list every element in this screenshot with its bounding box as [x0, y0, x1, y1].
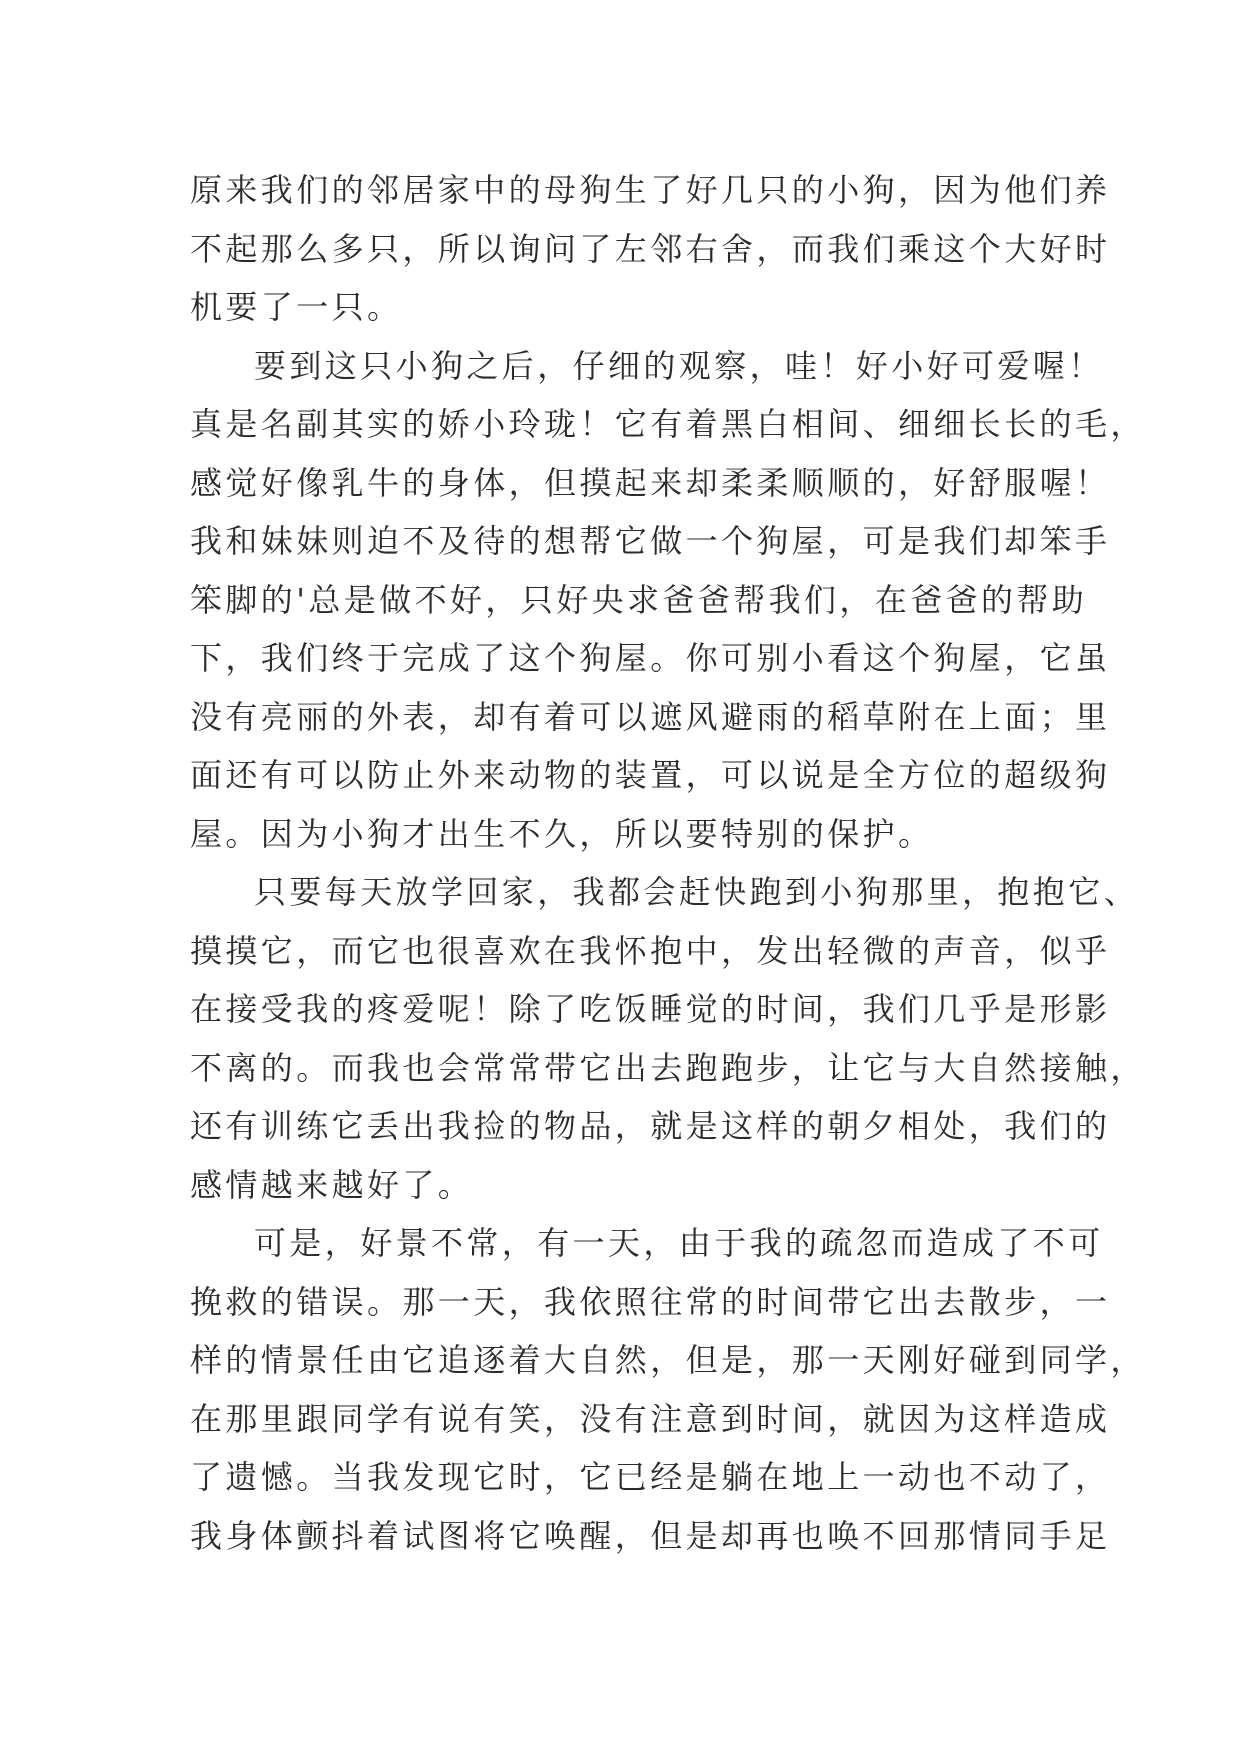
text-line: 我和妹妹则迫不及待的想帮它做一个狗屋，可是我们却笨手 [190, 522, 1111, 560]
text-line: 真是名副其实的娇小玲珑！它有着黑白相间、细细长长的毛， [190, 405, 1146, 443]
text-line: 不起那么多只，所以询问了左邻右舍，而我们乘这个大好时 [190, 229, 1111, 268]
text-line: 感觉好像乳牛的身体，但摸起来却柔柔顺顺的，好舒服喔！ [190, 463, 1111, 502]
text-line: 屋。因为小狗才出生不久，所以要特别的保护。 [190, 814, 934, 853]
paragraph-start-line: 要到这只小狗之后，仔细的观察，哇！好小好可爱喔！ [254, 346, 1104, 385]
paragraph-start-line: 只要每天放学回家，我都会赶快跑到小狗那里，抱抱它、 [254, 873, 1140, 911]
text-line: 不离的。而我也会常常带它出去跑跑步，让它与大自然接触， [190, 1048, 1146, 1087]
text-line: 没有亮丽的外表，却有着可以遮风避雨的稻草附在上面；里 [190, 697, 1111, 736]
text-line: 摸摸它，而它也很喜欢在我怀抱中，发出轻微的声音，似乎 [190, 931, 1111, 970]
text-line: 下，我们终于完成了这个狗屋。你可别小看这个狗屋，它虽 [190, 639, 1111, 677]
document-body [190, 161, 1146, 1565]
text-line: 挽救的错误。那一天，我依照往常的时间带它出去散步，一 [190, 1282, 1111, 1321]
text-line: 在接受我的疼爱呢！除了吃饭睡觉的时间，我们几乎是形影 [190, 990, 1111, 1028]
text-line: 面还有可以防止外来动物的装置，可以说是全方位的超级狗 [190, 756, 1111, 794]
text-line: 了遗憾。当我发现它时，它已经是躺在地上一动也不动了， [190, 1458, 1111, 1496]
text-line: 样的情景任由它追逐着大自然，但是，那一天刚好碰到同学， [190, 1341, 1146, 1379]
text-line: 笨脚的'总是做不好，只好央求爸爸帮我们，在爸爸的帮助 [190, 580, 1088, 619]
text-line: 机要了一只。 [190, 288, 403, 326]
text-line: 原来我们的邻居家中的母狗生了好几只的小狗，因为他们养 [190, 171, 1111, 209]
text-line: 感情越来越好了。 [190, 1165, 474, 1204]
paragraph-start-line: 可是，好景不常，有一天，由于我的疏忽而造成了不可 [254, 1224, 1104, 1262]
text-line: 还有训练它丢出我捡的物品，就是这样的朝夕相处，我们的 [190, 1107, 1111, 1145]
text-line: 我身体颤抖着试图将它唤醒，但是却再也唤不回那情同手足 [190, 1516, 1111, 1555]
text-line: 在那里跟同学有说有笑，没有注意到时间，就因为这样造成 [190, 1399, 1111, 1438]
